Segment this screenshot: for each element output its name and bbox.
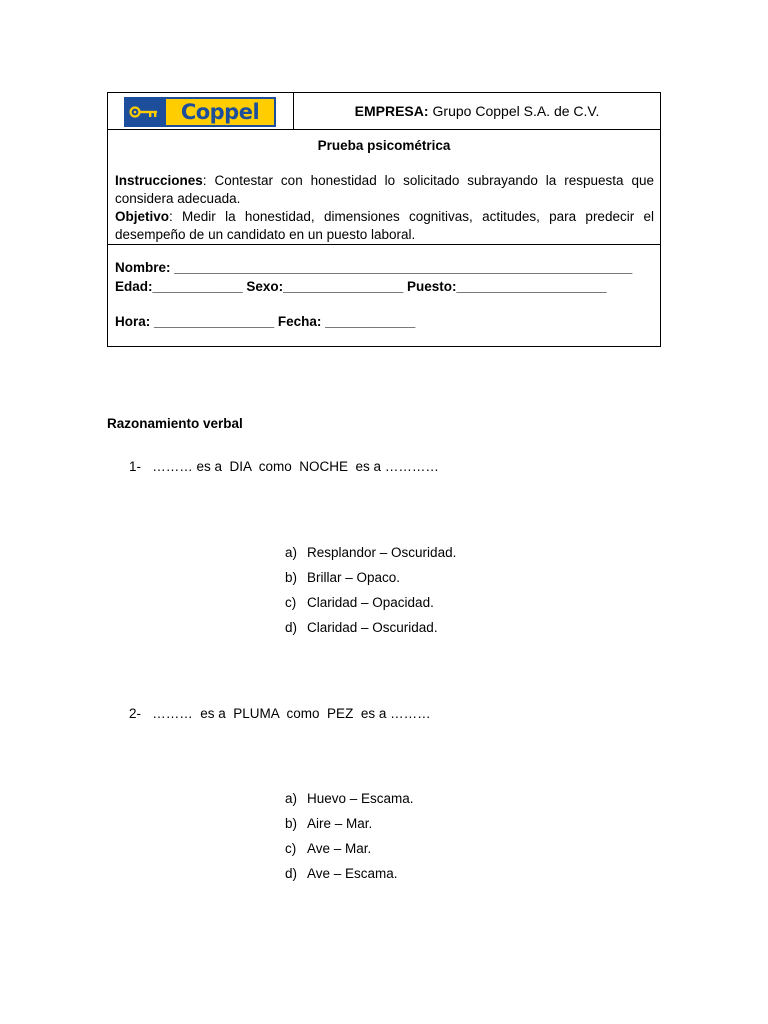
nombre-field[interactable]: Nombre: _____________________________________________________________	[115, 260, 633, 275]
option-1d[interactable]	[285, 615, 456, 640]
objetivo-paragraph	[115, 208, 654, 244]
option-2b[interactable]	[285, 811, 414, 836]
option-text: Ave – Mar.	[307, 841, 372, 856]
option-text: Brillar – Opaco.	[307, 570, 401, 585]
option-letter: d)	[285, 866, 298, 881]
option-letter: a)	[285, 791, 298, 806]
option-text: Aire – Mar.	[307, 816, 373, 831]
question-2: 2- ……… es a PLUMA como PEZ es a ………	[129, 706, 431, 721]
question-2-options	[285, 786, 414, 886]
option-2d[interactable]	[285, 861, 414, 886]
hora-fecha-fields[interactable]: Hora: ________________ Fecha: ____________	[115, 314, 416, 329]
header-row-company	[108, 93, 660, 130]
instrucciones-label: Instrucciones	[115, 173, 203, 188]
logo-cell	[108, 93, 294, 129]
option-text: Claridad – Oscuridad.	[307, 620, 438, 635]
header-row-instructions	[108, 130, 660, 245]
empresa-label: EMPRESA:	[354, 103, 429, 119]
question-1: 1- ……… es a DIA como NOCHE es a …………	[129, 459, 439, 474]
option-text: Huevo – Escama.	[307, 791, 414, 806]
key-icon	[124, 97, 164, 127]
edad-sexo-puesto-fields[interactable]: Edad:____________ Sexo:________________ Puesto:____________________	[115, 279, 607, 294]
option-letter: a)	[285, 545, 298, 560]
instrucciones-text: : Contestar con honestidad lo solicitado subrayando la respuesta que considera adecuada.	[115, 173, 654, 206]
option-letter: b)	[285, 816, 298, 831]
logo-text-box	[166, 99, 274, 125]
test-title: Prueba psicométrica	[317, 138, 451, 153]
option-letter: c)	[285, 841, 297, 856]
option-text: Ave – Escama.	[307, 866, 398, 881]
option-2a[interactable]	[285, 786, 414, 811]
empresa-cell	[294, 93, 660, 129]
option-letter: c)	[285, 595, 297, 610]
empresa-value: Grupo Coppel S.A. de C.V.	[432, 103, 600, 119]
section-title: Razonamiento verbal	[107, 416, 243, 431]
header-table	[107, 92, 661, 347]
objetivo-text: : Medir la honestidad, dimensiones cognitivas, actitudes, para predecir el desempeño de un candidato en un puesto laboral.	[115, 209, 654, 242]
header-row-candidate-fields	[108, 245, 660, 347]
logo-text: Coppel	[180, 100, 260, 124]
option-1a[interactable]	[285, 540, 456, 565]
option-text: Claridad – Opacidad.	[307, 595, 434, 610]
instrucciones-paragraph	[115, 172, 654, 208]
coppel-logo	[124, 97, 276, 127]
option-1b[interactable]	[285, 565, 456, 590]
question-1-options	[285, 540, 456, 640]
objetivo-label: Objetivo	[115, 209, 170, 224]
option-letter: b)	[285, 570, 298, 585]
option-1c[interactable]	[285, 590, 456, 615]
option-2c[interactable]	[285, 836, 414, 861]
option-letter: d)	[285, 620, 298, 635]
option-text: Resplandor – Oscuridad.	[307, 545, 457, 560]
